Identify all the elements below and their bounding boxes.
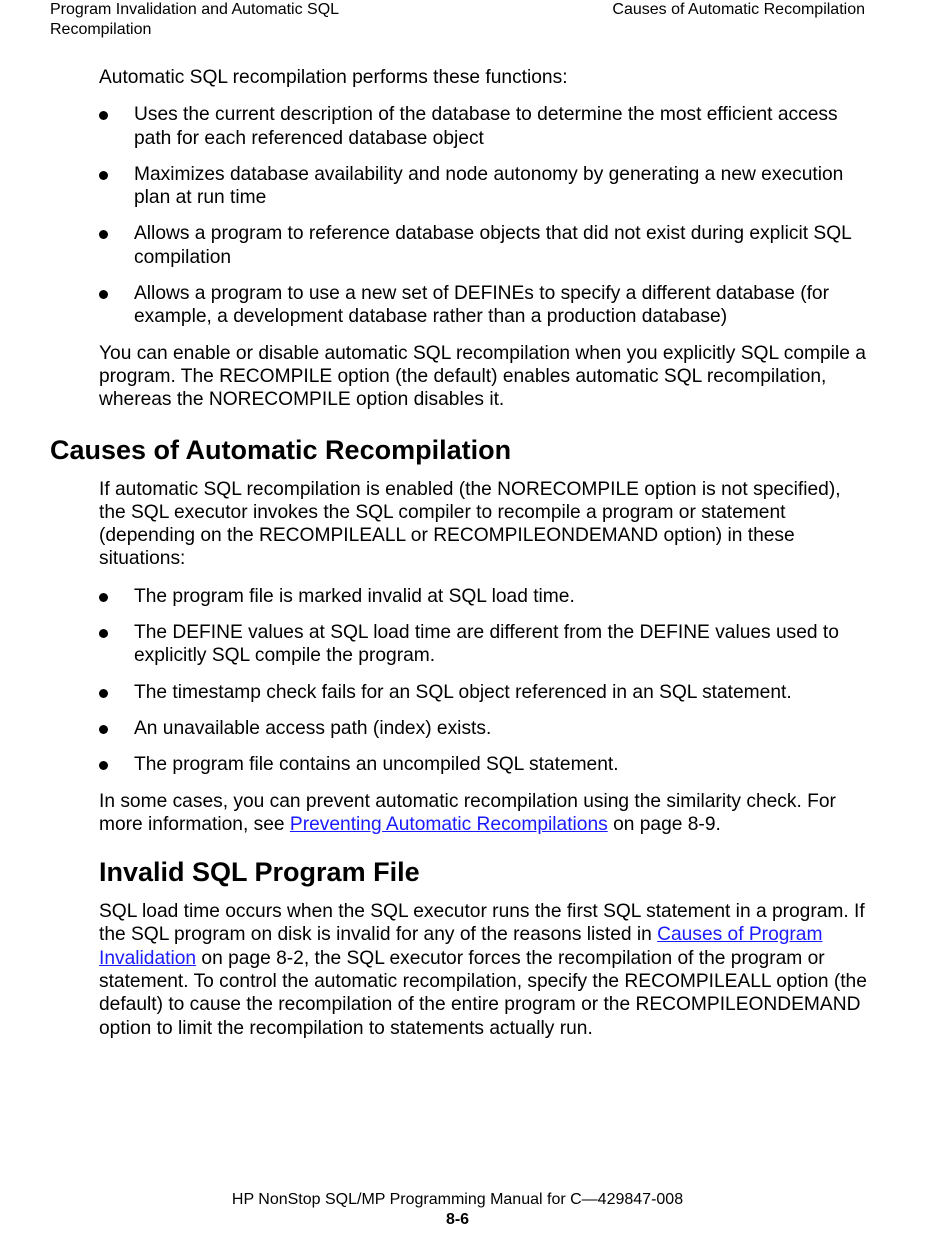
intro-lead: Automatic SQL recompilation performs these functions: [99, 67, 568, 88]
footer-manual-title: HP NonStop SQL/MP Programming Manual for C—429847-008 [231, 1191, 684, 1208]
invalid-file-paragraph [99, 900, 869, 1040]
list-item [99, 163, 869, 210]
list-item-text: The program file is marked invalid at SQL load time. [134, 585, 575, 607]
page-number: 8-6 [445, 1211, 470, 1228]
bullet-icon [99, 171, 108, 180]
list-item-text: The DEFINE values at SQL load time are different from the DEFINE values used to explicitly SQL compile the program. [134, 622, 839, 667]
bullet-icon [99, 629, 108, 638]
page-footer [0, 1190, 915, 1230]
list-item-text: An unavailable access path (index) exists. [134, 717, 492, 739]
list-item [99, 681, 869, 704]
list-item [99, 717, 869, 740]
list-item [99, 753, 869, 776]
bullet-icon [99, 290, 108, 299]
bullet-icon [99, 689, 108, 698]
list-item-text: Maximizes database availability and node autonomy by generating a new execution plan at run time [134, 163, 844, 209]
running-header-section: Causes of Automatic Recompilation [612, 1, 865, 18]
list-item-text: Uses the current description of the database to determine the most efficient access path for each referenced database object [134, 104, 838, 149]
causes-lead: If automatic SQL recompilation is enabled (the NORECOMPILE option is not specified), the SQL executor invokes the SQL compiler to recompile a program or statement (depending on the RECOMPILEALL or RECOMPILEONDEMAND option) in these situations: [99, 478, 841, 570]
list-item-text: Allows a program to reference database objects that did not exist during explicit SQL compilation [134, 223, 852, 268]
list-item [99, 103, 869, 150]
bullet-icon [99, 725, 108, 734]
intro-closing: You can enable or disable automatic SQL recompilation when you explicitly SQL compile a program. The RECOMPILE option (the default) enables automatic SQL recompilation, whereas the NORECOMPILE option disables it. [99, 342, 866, 411]
invalid-file-text: SQL load time occurs when the SQL executor runs the first SQL statement in a program. If the SQL program on disk is invalid for any of the reasons listed in [99, 901, 865, 946]
bullet-icon [99, 761, 108, 770]
list-item [99, 621, 869, 668]
list-item [99, 282, 869, 329]
list-item-text: The timestamp check fails for an SQL object referenced in an SQL statement. [134, 681, 792, 703]
list-item-text: Allows a program to use a new set of DEFINEs to specify a different database (for example, a development database rather than a production database) [134, 283, 829, 328]
page-body [50, 66, 869, 1054]
invalid-file-text-continued: on page 8-2, the SQL executor forces the recompilation of the program or statement. To control the automatic recompilation, specify the RECOMPILEALL option (the default) to cause the recompilation of the entire program or the RECOMPILEONDEMAND option to limit the recompilation to statements actually run. [99, 947, 867, 1039]
causes-bullet-list [99, 585, 869, 777]
running-header [50, 0, 865, 42]
causes-closing-text: In some cases, you can prevent automatic recompilation using the similarity check. For more information, see [99, 790, 836, 835]
causes-of-invalidation-link[interactable]: Causes of Program Invalidation [99, 924, 823, 969]
subsection-heading-invalid-file: Invalid SQL Program File [99, 857, 420, 888]
list-item-text: The program file contains an uncompiled SQL statement. [134, 754, 619, 776]
section-heading-causes: Causes of Automatic Recompilation [50, 434, 512, 465]
list-item [99, 585, 869, 608]
causes-closing [99, 790, 869, 837]
list-item [99, 222, 869, 269]
bullet-icon [99, 111, 108, 120]
intro-bullet-list [99, 103, 869, 328]
bullet-icon [99, 593, 108, 602]
running-header-chapter: Program Invalidation and Automatic SQL Recompilation [50, 1, 339, 38]
preventing-recompilations-link[interactable]: Preventing Automatic Recompilations [289, 813, 608, 835]
causes-closing-page-ref: on page 8-9. [607, 813, 721, 835]
bullet-icon [99, 230, 108, 239]
